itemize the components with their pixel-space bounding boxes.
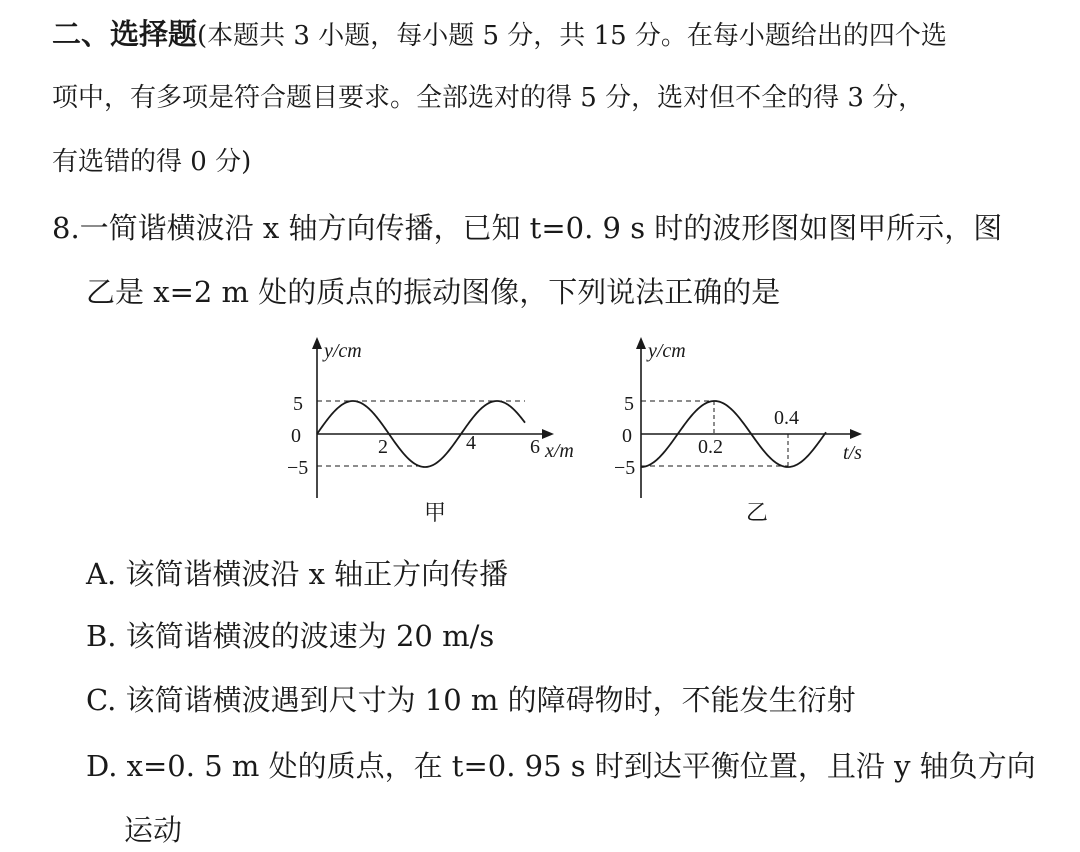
figure-b-tick-t04: 0.4 bbox=[774, 407, 799, 429]
figure-b-tick-t02: 0.2 bbox=[698, 436, 723, 458]
figure-b-x-arrow-icon bbox=[850, 429, 862, 439]
figure-a-caption: 甲 bbox=[424, 500, 447, 525]
option-a bbox=[86, 556, 508, 592]
option-a-text: 该简谐横波沿 x 轴正方向传播 bbox=[125, 557, 509, 591]
figure-a-tick-x6: 6 bbox=[530, 436, 540, 458]
figure-a-x-arrow-icon bbox=[542, 429, 554, 439]
option-d-label: D. bbox=[86, 749, 118, 783]
figure-b-y-label: y/cm bbox=[648, 340, 686, 362]
figure-b-tick-y-zero: 0 bbox=[622, 425, 632, 447]
figure-b-vibration-graph bbox=[614, 337, 862, 525]
figure-a-x-label: x/m bbox=[545, 440, 574, 462]
option-a-label: A. bbox=[86, 557, 117, 591]
figure-b-caption: 乙 bbox=[746, 500, 769, 525]
option-b-text: 该简谐横波的波速为 20 m/s bbox=[125, 619, 495, 653]
option-b-label: B. bbox=[86, 619, 117, 653]
section-desc-3: 有选错的得 0 分) bbox=[52, 147, 252, 177]
option-c-text: 该简谐横波遇到尺寸为 10 m 的障碍物时，不能发生衍射 bbox=[125, 683, 856, 717]
figure-a-tick-x2: 2 bbox=[378, 436, 388, 458]
option-d-continuation: 运动 bbox=[124, 813, 183, 847]
figure-a-tick-x4: 4 bbox=[466, 432, 476, 454]
question-stem-2: 乙是 x=2 m 处的质点的振动图像，下列说法正确的是 bbox=[86, 275, 781, 309]
figure-a-wave-graph bbox=[287, 337, 574, 525]
section-desc-1: (本题共 3 小题，每小题 5 分，共 15 分。在每小题给出的四个选 bbox=[197, 21, 947, 51]
question-text-1: 一简谐横波沿 x 轴方向传播，已知 t=0. 9 s 时的波形图如图甲所示，图 bbox=[79, 211, 1003, 245]
figure-a-tick-y-zero: 0 bbox=[291, 425, 301, 447]
section-title: 二、选择题 bbox=[52, 17, 198, 51]
figure-a-y-label: y/cm bbox=[324, 340, 362, 362]
option-b bbox=[86, 618, 494, 654]
figure-b-tick-y-bottom: −5 bbox=[614, 457, 636, 479]
figure-b-tick-y-top: 5 bbox=[624, 393, 634, 415]
figure-a-tick-y-bottom: −5 bbox=[287, 457, 309, 479]
option-c bbox=[86, 682, 856, 718]
figure-a-tick-y-top: 5 bbox=[293, 393, 303, 415]
option-d bbox=[86, 748, 1036, 784]
option-d-text: x=0. 5 m 处的质点，在 t=0. 95 s 时到达平衡位置，且沿 y 轴负方向 bbox=[126, 749, 1036, 783]
figure-b-x-label: t/s bbox=[843, 442, 862, 464]
figure-b-y-arrow-icon bbox=[636, 337, 646, 349]
option-c-label: C. bbox=[86, 683, 117, 717]
section-desc-2: 项中，有多项是符合题目要求。全部选对的得 5 分，选对但不全的得 3 分， bbox=[52, 83, 925, 113]
figure-a-y-arrow-icon bbox=[312, 337, 322, 349]
question-number: 8. bbox=[52, 211, 80, 245]
